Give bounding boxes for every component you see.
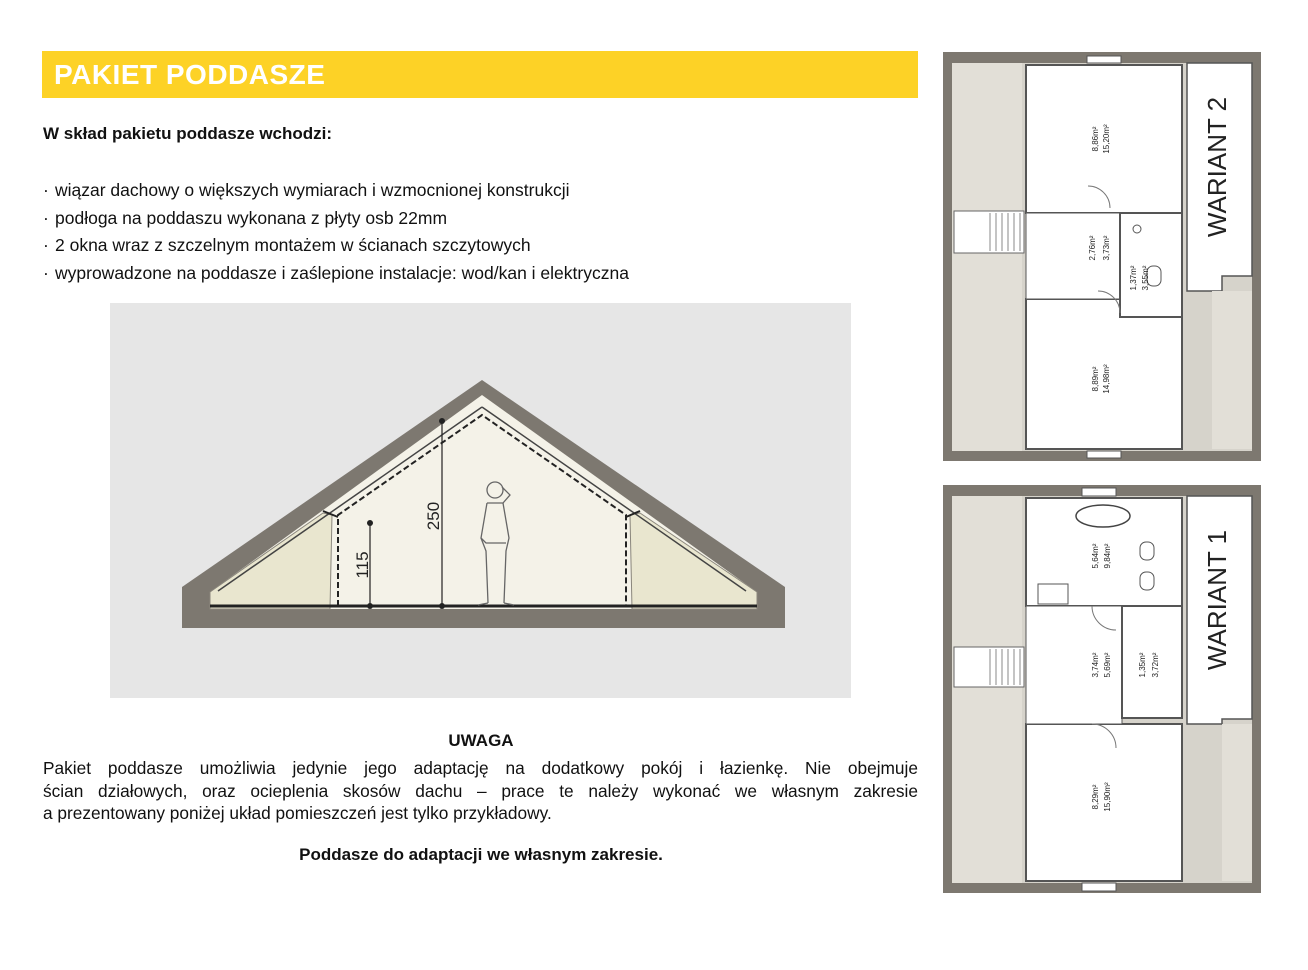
room-area: 8,89m² <box>1091 366 1100 392</box>
window <box>1082 488 1116 496</box>
room-area: 15,20m² <box>1102 124 1111 154</box>
list-item: · wiązar dachowy o większych wymiarach i wzmocnionej konstrukcji <box>43 180 570 200</box>
feature-list <box>43 177 629 287</box>
room-area: 14,98m² <box>1102 364 1111 394</box>
note-line: a prezentowany poniżej układ pomieszczeń jest tylko przykładowy. <box>43 803 552 823</box>
closing-statement: Poddasze do adaptacji we własnym zakresie. <box>299 845 663 864</box>
note-title: UWAGA <box>448 731 514 750</box>
total-height-label: 250 <box>424 501 443 531</box>
room-area: 1,35m² <box>1138 652 1147 678</box>
room-area: 8,86m² <box>1091 126 1100 152</box>
room-area: 2,76m² <box>1088 235 1097 261</box>
note-body <box>43 757 918 825</box>
window <box>1087 56 1121 63</box>
page-title: PAKIET PODDASZE <box>54 59 326 90</box>
floor-plan-variant-1 <box>942 484 1262 894</box>
room-area: 3,74m² <box>1091 652 1100 678</box>
room-area: 9,84m² <box>1103 543 1112 569</box>
room <box>1120 213 1182 317</box>
room-area: 3,55m² <box>1141 265 1150 291</box>
note-line: Pakiet poddasze umożliwia jedynie jego adaptację na dodatkowy pokój i łazienkę. Nie obejmuje <box>43 758 918 778</box>
knee-height-label: 115 <box>353 551 372 579</box>
variant-label: WARIANT 2 <box>1202 96 1232 238</box>
room-area: 1,37m² <box>1129 265 1138 291</box>
variant-label: WARIANT 1 <box>1202 529 1232 671</box>
room-area: 3,73m² <box>1102 235 1111 261</box>
cross-section-drawing <box>110 303 851 698</box>
room-area: 5,69m² <box>1103 652 1112 678</box>
window <box>1087 451 1121 458</box>
attic-cross-section <box>110 303 851 698</box>
bathtub-icon <box>1076 505 1130 527</box>
room-area: 3,72m² <box>1151 652 1160 678</box>
floor-plan-variant-2 <box>942 51 1262 462</box>
room-area: 8,29m² <box>1091 784 1100 810</box>
list-item: · podłoga na poddaszu wykonana z płyty osb 22mm <box>43 207 448 228</box>
intro-heading: W skład pakietu poddasze wchodzi: <box>43 124 333 143</box>
window <box>1082 883 1116 891</box>
list-item: · wyprowadzone na poddasze i zaślepione instalacje: wod/kan i elektryczna <box>43 262 629 283</box>
room-area: 15,90m² <box>1103 782 1112 812</box>
list-item: · 2 okna wraz z szczelnym montażem w ścianach szczytowych <box>43 235 531 255</box>
note-line: ścian działowych, oraz ocieplenia skosów dachu – prace te należy wykonać we własnym zakresie <box>43 780 918 801</box>
room-area: 5,64m² <box>1091 543 1100 569</box>
header-bar <box>42 51 918 98</box>
